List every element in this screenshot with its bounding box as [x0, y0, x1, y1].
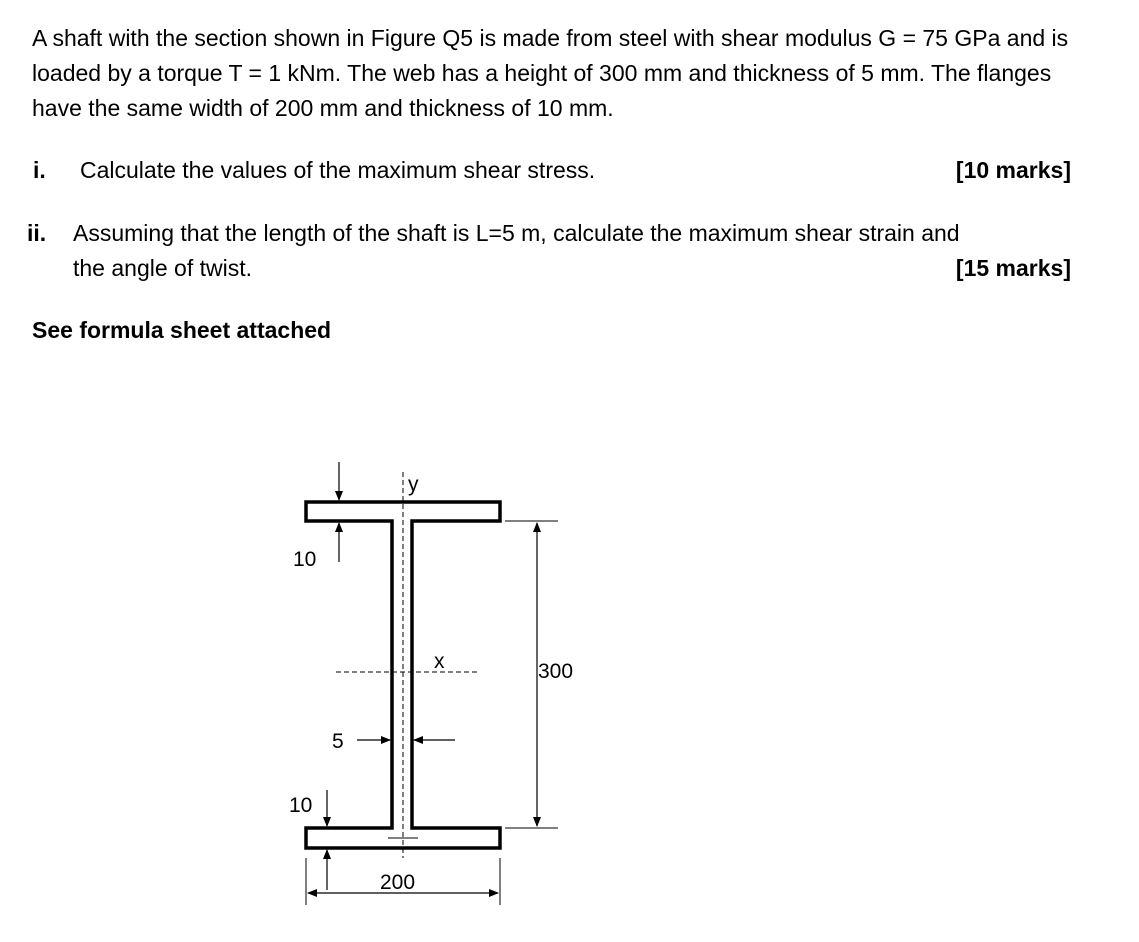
question-ii-text-line2: the angle of twist. [73, 255, 252, 281]
question-ii-marks: [15 marks] [955, 255, 1071, 281]
x-axis-label: x [434, 650, 445, 673]
formula-sheet-note: See formula sheet attached [32, 317, 332, 343]
question-i-number: i. [33, 157, 46, 183]
question-ii-number: ii. [27, 220, 47, 246]
bottom-flange-thickness-label: 10 [289, 794, 313, 817]
top-flange-thickness-label: 10 [293, 548, 317, 571]
height-label: 300 [538, 660, 574, 683]
width-label: 200 [380, 871, 416, 894]
y-axis-label: y [408, 473, 419, 496]
question-ii-text-line1: Assuming that the length of the shaft is L=5 m, calculate the maximum shear strain and [73, 220, 960, 246]
question-i-text: Calculate the values of the maximum shear stress. [80, 157, 596, 183]
question-i-marks: [10 marks] [955, 157, 1071, 183]
problem-statement: A shaft with the section shown in Figure Q5 is made from steel with shear modulus G = 75 GPa and is loaded by a torque T = 1 kNm. The web has a height of 300 mm and thickness of 5 mm. The flanges have the same width of 200 mm and thickness of 10 mm. [32, 25, 1069, 121]
web-thickness-label: 5 [332, 730, 344, 753]
